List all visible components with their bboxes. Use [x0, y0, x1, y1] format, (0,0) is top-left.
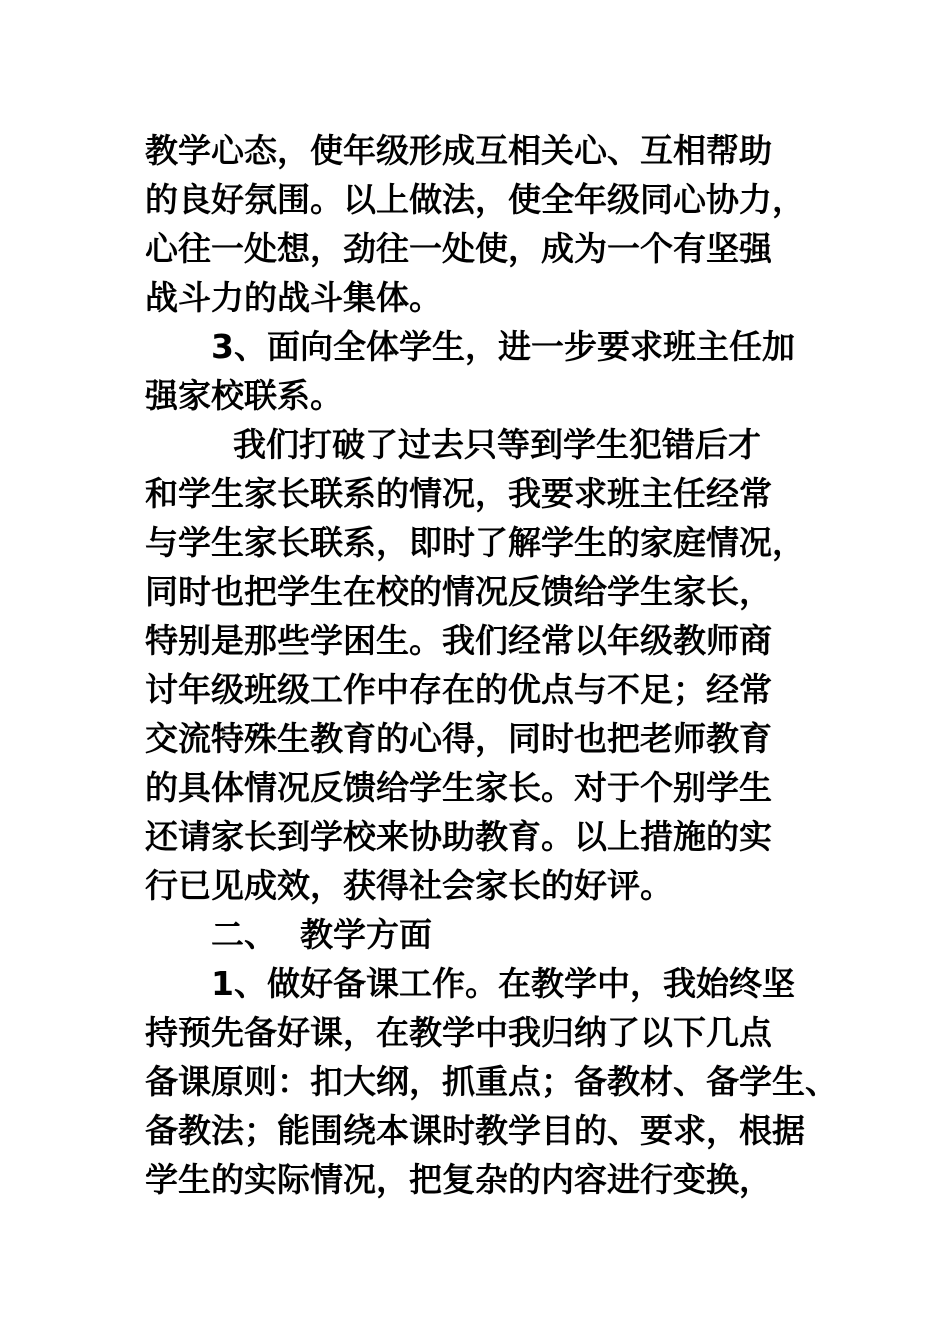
text-line: 还请家长到学校来协助教育。以上措施的实 [145, 817, 772, 856]
text-line: 同时也把学生在校的情况反馈给学生家长， [145, 572, 772, 611]
text-line: 心往一处想，劲往一处使，成为一个有坚强 [145, 229, 772, 268]
body-text [145, 126, 845, 1204]
text-line: 交流特殊生教育的心得，同时也把老师教育 [145, 719, 772, 758]
text-line: 的良好氛围。以上做法，使全年级同心协力， [145, 180, 805, 219]
text-line: 的具体情况反馈给学生家长。对于个别学生 [145, 768, 772, 807]
text-line: 我们打破了过去只等到学生犯错后才 [233, 425, 761, 464]
text-line: 与学生家长联系，即时了解学生的家庭情况， [145, 523, 805, 562]
text-line: 和学生家长联系的情况，我要求班主任经常 [145, 474, 772, 513]
text-line: 特别是那些学困生。我们经常以年级教师商 [145, 621, 772, 660]
text-line: 持预先备好课，在教学中我归纳了以下几点 [145, 1013, 772, 1052]
text-line: 备课原则：扣大纲，抓重点；备教材、备学生、 [145, 1062, 838, 1101]
text-line: 讨年级班级工作中存在的优点与不足；经常 [145, 670, 772, 709]
text-line: 战斗力的战斗集体。 [145, 278, 442, 317]
text-line: 强家校联系。 [145, 376, 343, 415]
section-heading: 二、 教学方面 [211, 915, 432, 954]
text-line: 行已见成效，获得社会家长的好评。 [145, 866, 673, 905]
text-line: 备教法；能围绕本课时教学目的、要求，根据 [145, 1111, 805, 1150]
text-line: 教学心态，使年级形成互相关心、互相帮助 [145, 131, 772, 170]
text-line: 1、做好备课工作。在教学中，我始终坚 [211, 964, 795, 1003]
text-line: 学生的实际情况，把复杂的内容进行变换， [145, 1160, 772, 1199]
text-line: 3、面向全体学生，进一步要求班主任加 [211, 327, 795, 366]
